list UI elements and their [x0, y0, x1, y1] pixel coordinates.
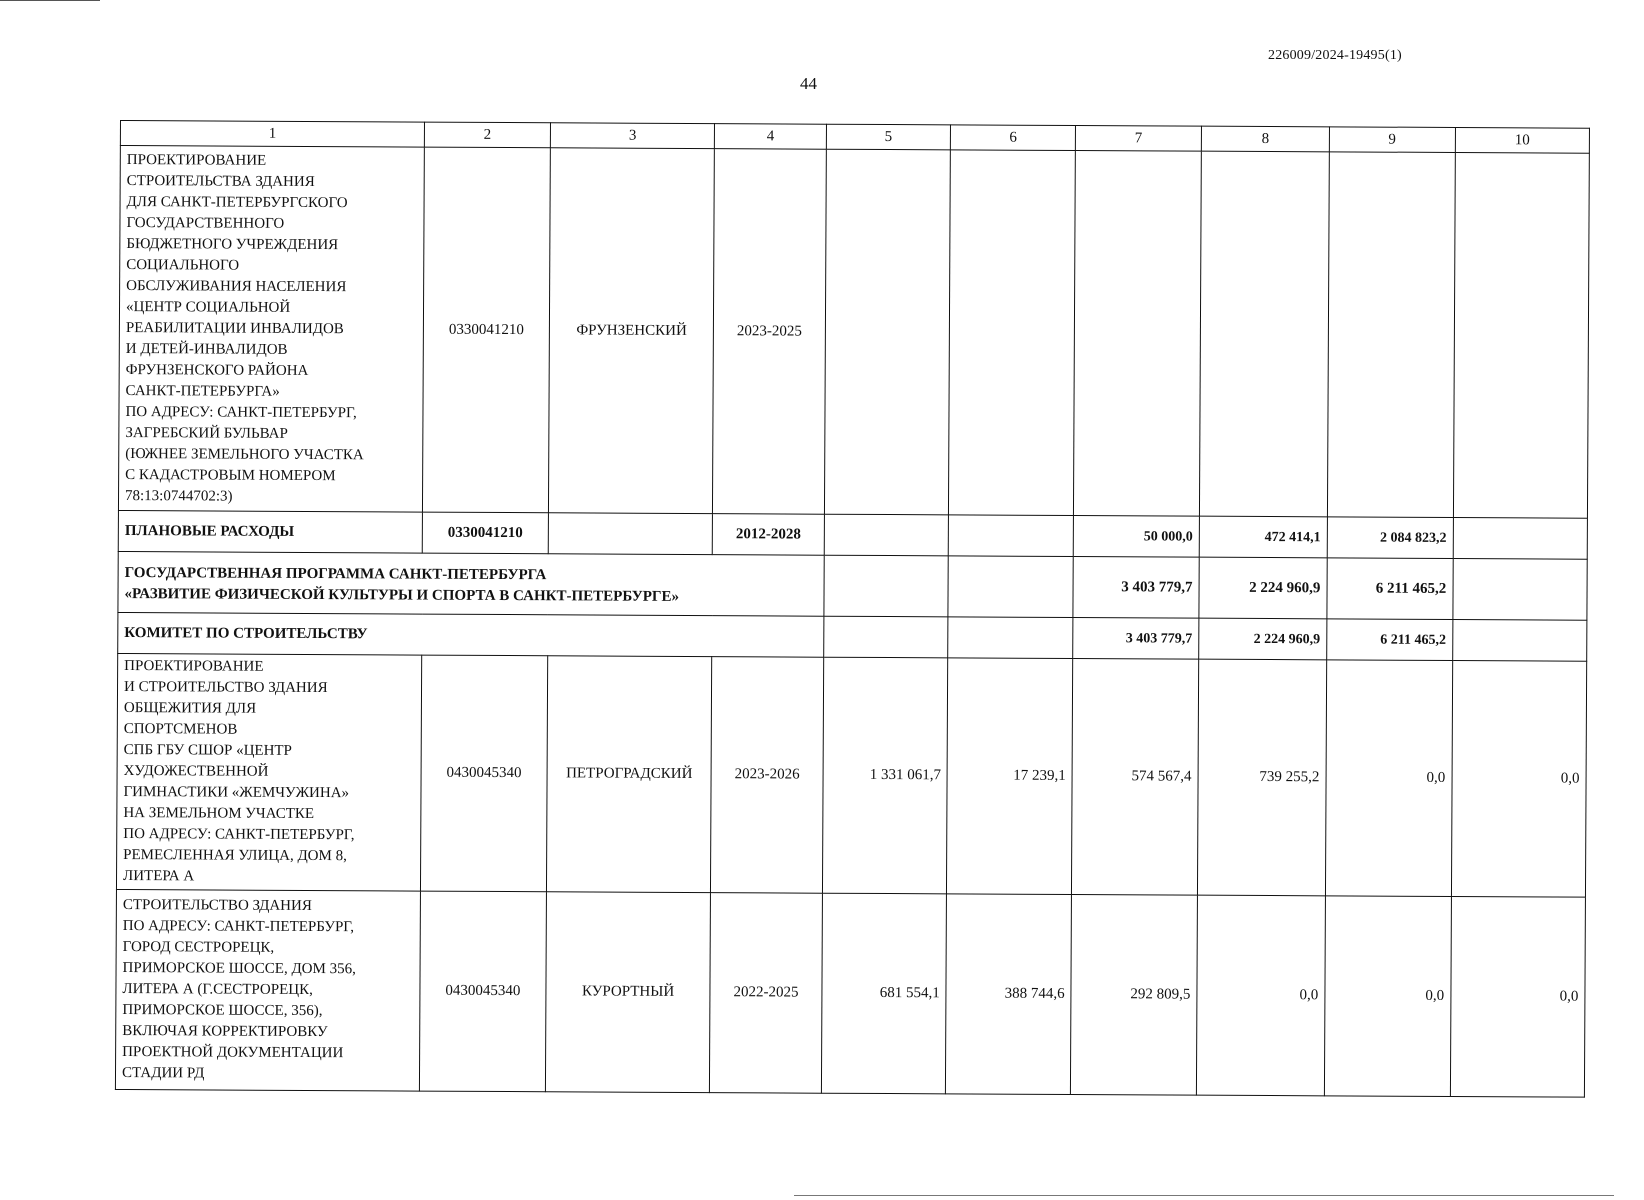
column-header: 3 [550, 123, 715, 149]
value-col-8: 0,0 [1196, 895, 1325, 1096]
value-col-10: 0,0 [1450, 896, 1585, 1097]
value-col-7: 292 809,5 [1071, 894, 1198, 1095]
value-col-6 [948, 556, 1073, 618]
value-col-8 [1199, 151, 1329, 517]
value-col-9 [1327, 152, 1455, 518]
column-header: 6 [951, 125, 1076, 151]
value-col-7: 3 403 779,7 [1073, 556, 1199, 618]
value-col-9: 2 084 823,2 [1327, 517, 1453, 559]
column-header: 8 [1201, 126, 1329, 152]
page-number: 44 [800, 74, 817, 93]
value-col-5 [824, 149, 951, 515]
value-col-6: 388 744,6 [946, 894, 1072, 1095]
value-col-9: 6 211 465,2 [1327, 619, 1453, 661]
period: 2023-2025 [713, 149, 826, 515]
column-header: 5 [826, 124, 951, 150]
value-col-10 [1453, 558, 1588, 620]
value-col-9: 0,0 [1324, 896, 1451, 1097]
district: КУРОРТНЫЙ [545, 892, 711, 1093]
column-header: 10 [1455, 127, 1589, 153]
budget-code: 0330041210 [423, 147, 551, 513]
district [548, 513, 713, 555]
value-col-7: 3 403 779,7 [1073, 617, 1199, 659]
period: 2023-2026 [711, 657, 823, 894]
committee-title: КОМИТЕТ ПО СТРОИТЕЛЬСТВУ [118, 612, 824, 657]
district: ФРУНЗЕНСКИЙ [548, 148, 715, 514]
budget-code: 0430045340 [419, 891, 546, 1092]
table-row [115, 889, 1585, 1097]
column-header: 4 [715, 124, 826, 150]
value-col-5: 681 554,1 [821, 893, 947, 1094]
table-row [116, 653, 1586, 897]
value-col-10: 0,0 [1451, 660, 1587, 897]
value-col-5 [824, 514, 949, 556]
budget-table-container [115, 120, 1590, 1098]
value-col-6: 17 239,1 [947, 658, 1073, 895]
scan-edge-mark [794, 1195, 1614, 1196]
column-header: 2 [424, 122, 550, 148]
district: ПЕТРОГРАДСКИЙ [546, 656, 712, 893]
value-col-7 [1074, 151, 1202, 517]
table-row [118, 146, 1589, 519]
budget-table [115, 120, 1590, 1098]
row-label: ПЛАНОВЫЕ РАСХОДЫ [118, 510, 422, 553]
budget-code: 0330041210 [422, 512, 548, 554]
value-col-5: 1 331 061,7 [822, 657, 948, 894]
value-col-7: 574 567,4 [1072, 658, 1199, 895]
value-col-8: 2 224 960,9 [1199, 618, 1327, 660]
value-col-5 [824, 555, 949, 617]
value-col-9: 0,0 [1325, 660, 1452, 897]
value-col-8: 2 224 960,9 [1199, 557, 1327, 619]
value-col-10 [1453, 152, 1589, 518]
column-header: 7 [1076, 126, 1202, 152]
scan-edge-mark [0, 0, 100, 1]
object-description: ПРОЕКТИРОВАНИЕ И СТРОИТЕЛЬСТВО ЗДАНИЯ ОБЩЕЖИТИЯ ДЛЯ СПОРТСМЕНОВ СПБ ГБУ СШОР «ЦЕНТР ХУДОЖЕСТВЕННОЙ ГИМНАСТИКИ «ЖЕМЧУЖИНА» НА ЗЕМЕЛЬНОМ УЧАСТКЕ ПО АДРЕСУ: САНКТ-ПЕТЕРБУРГ, РЕМЕСЛЕННАЯ УЛИЦА, ДОМ 8, ЛИТЕРА А [116, 653, 421, 891]
value-col-10 [1453, 517, 1588, 559]
document-registration-number: 226009/2024-19495(1) [1268, 48, 1402, 63]
value-col-7: 50 000,0 [1073, 515, 1199, 557]
period: 2012-2028 [713, 514, 824, 556]
budget-code: 0430045340 [421, 655, 548, 892]
column-header: 9 [1329, 127, 1455, 153]
value-col-6 [949, 515, 1074, 557]
value-col-9: 6 211 465,2 [1327, 558, 1453, 620]
value-col-8: 472 414,1 [1199, 516, 1327, 558]
value-col-8: 739 255,2 [1197, 659, 1326, 896]
object-description: ПРОЕКТИРОВАНИЕ СТРОИТЕЛЬСТВА ЗДАНИЯ ДЛЯ САНКТ-ПЕТЕРБУРГСКОГО ГОСУДАРСТВЕННОГО БЮДЖЕТНОГО УЧРЕЖДЕНИЯ СОЦИАЛЬНОГО ОБСЛУЖИВАНИЯ НАСЕЛЕНИЯ «ЦЕНТР СОЦИАЛЬНОЙ РЕАБИЛИТАЦИИ ИНВАЛИДОВ И ДЕТЕЙ-ИНВАЛИДОВ ФРУНЗЕНСКОГО РАЙОНА САНКТ-ПЕТЕРБУРГА» ПО АДРЕСУ: САНКТ-ПЕТЕРБУРГ, ЗАГРЕБСКИЙ БУЛЬВАР (ЮЖНЕЕ ЗЕМЕЛЬНОГО УЧАСТКА С КАДАСТРОВЫМ НОМЕРОМ 78:13:0744702:3) [118, 146, 424, 513]
object-description: СТРОИТЕЛЬСТВО ЗДАНИЯ ПО АДРЕСУ: САНКТ-ПЕТЕРБУРГ, ГОРОД СЕСТРОРЕЦК, ПРИМОРСКОЕ ШОССЕ, ДОМ 356, ЛИТЕРА А (Г.СЕСТРОРЕЦК, ПРИМОРСКОЕ ШОССЕ, 356), ВКЛЮЧАЯ КОРРЕКТИРОВКУ ПРОЕКТНОЙ ДОКУМЕНТАЦИИ СТАДИИ РД [115, 889, 420, 1091]
value-col-6 [948, 617, 1073, 659]
value-col-10 [1452, 619, 1587, 661]
program-title: ГОСУДАРСТВЕННАЯ ПРОГРАММА САНКТ-ПЕТЕРБУРГА «РАЗВИТИЕ ФИЗИЧЕСКОЙ КУЛЬТУРЫ И СПОРТА В САНКТ-ПЕТЕРБУРГЕ» [118, 551, 824, 616]
value-col-5 [823, 616, 948, 658]
period: 2022-2025 [710, 893, 822, 1094]
column-header: 1 [120, 121, 424, 148]
value-col-6 [949, 150, 1076, 516]
program-total-row [118, 551, 1587, 620]
